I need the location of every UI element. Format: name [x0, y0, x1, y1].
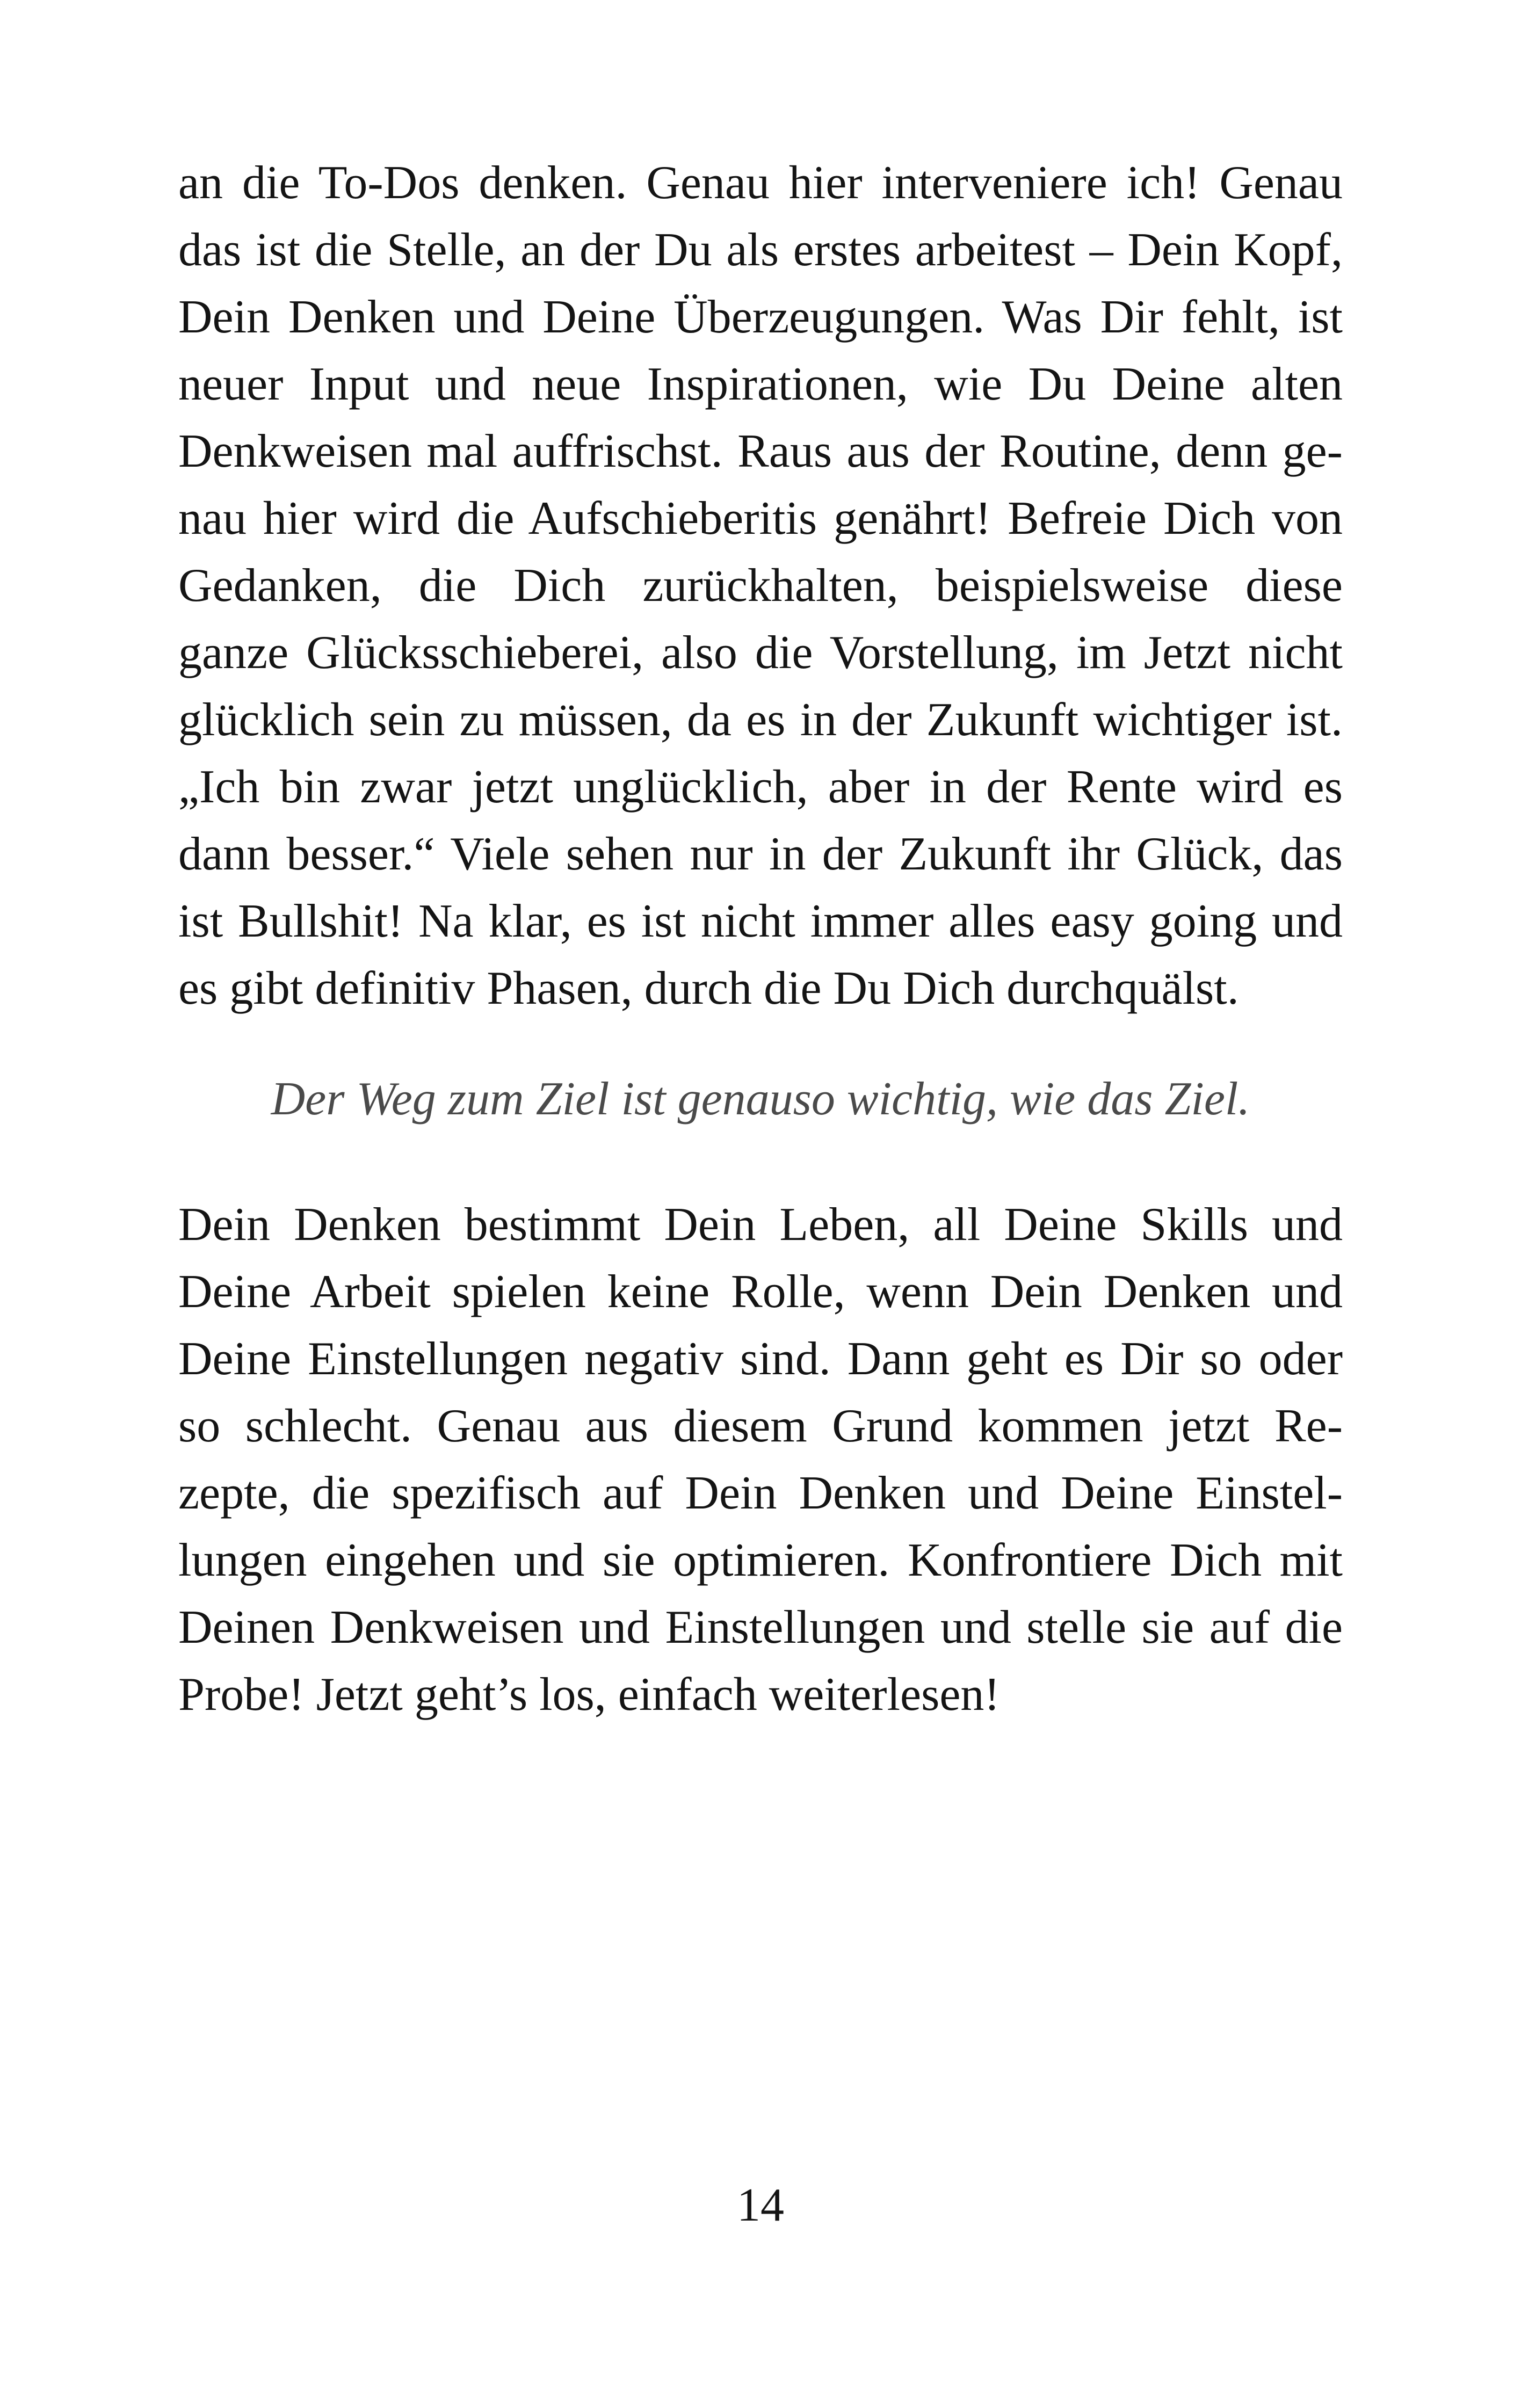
text-line: Deine Einstellungen negativ sind. Dann geht es Dir so oder: [178, 1333, 1343, 1385]
text-line: ganze Glücksschieberei, also die Vorstellung, im Jetzt nicht: [178, 627, 1343, 679]
text-line: glücklich sein zu müssen, da es in der Zukunft wichtiger ist.: [178, 694, 1343, 746]
text-line: zepte, die spezifisch auf Dein Denken und Deine Einstel-: [178, 1467, 1343, 1519]
text-line: es gibt definitiv Phasen, durch die Du Dich durchquälst.: [178, 962, 1239, 1014]
text-line: ist Bullshit! Na klar, es ist nicht immer alles easy going und: [178, 895, 1343, 947]
text-line: neuer Input und neue Inspirationen, wie Du Deine alten: [178, 358, 1343, 410]
text-line: Denkweisen mal auffrischst. Raus aus der Routine, denn ge-: [178, 425, 1343, 477]
text-line: so schlecht. Genau aus diesem Grund kommen jetzt Re-: [178, 1400, 1343, 1452]
text-line: dann besser.“ Viele sehen nur in der Zukunft ihr Glück, das: [178, 828, 1343, 880]
text-line: Deinen Denkweisen und Einstellungen und stelle sie auf die: [178, 1601, 1343, 1653]
paragraph-2: [178, 1191, 1343, 1728]
text-line: lungen eingehen und sie optimieren. Konfrontiere Dich mit: [178, 1534, 1343, 1586]
paragraph-1: [178, 149, 1343, 1022]
text-line: an die To-Dos denken. Genau hier interveniere ich! Genau: [178, 157, 1343, 209]
text-line: „Ich bin zwar jetzt unglücklich, aber in der Rente wird es: [178, 761, 1343, 813]
page-number: 14: [737, 2179, 784, 2231]
text-line: Probe! Jetzt geht’s los, einfach weiterlesen!: [178, 1669, 1000, 1721]
text-line: das ist die Stelle, an der Du als erstes arbeitest – Dein Kopf,: [178, 224, 1343, 276]
text-line: nau hier wird die Aufschieberitis genährt! Befreie Dich von: [178, 492, 1343, 545]
text-line: Dein Denken bestimmt Dein Leben, all Deine Skills und: [178, 1199, 1343, 1251]
text-line: Gedanken, die Dich zurückhalten, beispielsweise diese: [178, 560, 1343, 612]
pull-quote: Der Weg zum Ziel ist genauso wichtig, wie das Ziel.: [271, 1073, 1250, 1125]
text-line: Deine Arbeit spielen keine Rolle, wenn Dein Denken und: [178, 1266, 1343, 1318]
text-line: Dein Denken und Deine Überzeugungen. Was Dir fehlt, ist: [178, 291, 1343, 343]
